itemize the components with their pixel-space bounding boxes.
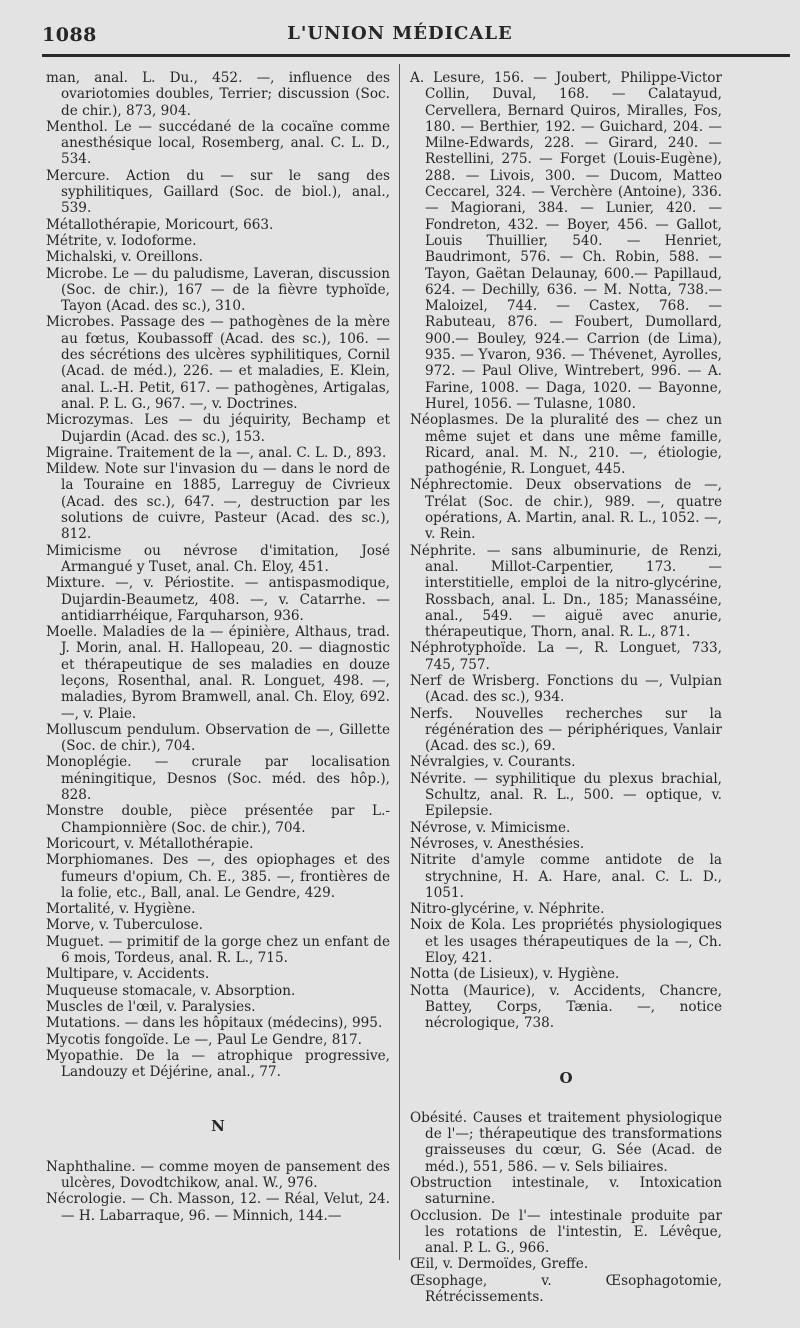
- index-entry: Néphrite. — sans albuminurie, de Renzi, anal. Millot-Carpentier, 173. — interstitielle, emploi de la nitro-glycérine, Rossbach, anal. L. Dn., 185; Manasséine, anal., 549. — aiguë avec anurie, thérapeutique, Thorn, anal. R. L., 871.: [410, 542, 722, 641]
- journal-title: L'UNION MÉDICALE: [287, 22, 513, 44]
- index-entry: Moricourt, v. Métallothérapie.: [46, 835, 254, 852]
- index-entry: Moelle. Maladies de la — épinière, Althaus, trad. J. Morin, anal. H. Hallopeau, 20. — diagnostic et thérapeutique de ses maladies en douze leçons, Rosenthal, anal. R. Longuet, 498. —, maladies, Byrom Bramwell, anal. Ch. Eloy, 692. —, v. Plaie.: [46, 624, 390, 722]
- index-entry: Mildew. Note sur l'invasion du — dans le nord de la Touraine en 1885, Larreguy de Civrieux (Acad. des sc.), 647. —, destruction par les solutions de cuivre, Pasteur (Acad. des sc.), 812.: [46, 461, 390, 543]
- index-entry: Michalski, v. Oreillons.: [46, 249, 203, 266]
- index-entry: Microzymas. Les — du jéquirity, Bechamp et Dujardin (Acad. des sc.), 153.: [46, 412, 390, 445]
- index-entry: Nécrologie. — Ch. Masson, 12. — Réal, Velut, 24. — H. Labarraque, 96. — Minnich, 144.—: [46, 1191, 390, 1224]
- index-entry: A. Lesure, 156. — Joubert, Philippe-Victor Collin, Duval, 168. — Calatayud, Cervellera, Bernard Quiros, Miralles, Fos, 180. — Berthier, 192. — Guichard, 204. — Milne-Edwards, 228. — Girard, 240. — Restellini, 275. — Forget (Louis-Eugène), 288. — Livois, 300. — Ducom, Matteo Ceccarel, 324. — Verchère (Antoine), 336. — Magiorani, 384. — Lunier, 420. — Fondreton, 432. — Boyer, 456. — Gallot, Louis Thuillier, 540. — Henriet, Baudrimont, 576. — Ch. Robin, 588. — Tayon, Gaëtan Delaunay, 600.— Papillaud, 624. — Dechilly, 636. — M. Notta, 738.— Maloizel, 744. — Castex, 768. — Rabuteau, 876. — Foubert, Dumollard, 900.— Bouley, 924.— Carrion (de Lima), 935. — Yvaron, 936. — Thévenet, Ayrolles, 972. — Paul Olive, Wintrebert, 996. — A. Farine, 1008. — Daga, 1020. — Bayonne, Hurel, 1056. — Tulasne, 1080.: [410, 70, 722, 412]
- index-entry: Monstre double, pièce présentée par L.-Championnière (Soc. de chir.), 704.: [46, 803, 390, 836]
- index-entry: Nitro-glycérine, v. Néphrite.: [410, 901, 605, 918]
- right-column: [410, 70, 722, 1305]
- index-entry: Métallothérapie, Moricourt, 663.: [46, 216, 274, 233]
- index-entry: Multipare, v. Accidents.: [46, 966, 210, 983]
- index-entry: Néoplasmes. De la pluralité des — chez un même sujet et dans une même famille, Ricard, anal. M. N., 210. —, étiologie, pathogénie, R. Longuet, 445.: [410, 412, 722, 478]
- index-entry: Mycotis fongoïde. Le —, Paul Le Gendre, 817.: [46, 1031, 362, 1048]
- index-entry: Mercure. Action du — sur le sang des syphilitiques, Gaillard (Soc. de biol.), anal., 539.: [46, 167, 390, 217]
- section-heading-o: O: [559, 1068, 573, 1087]
- index-entry: Mimicisme ou névrose d'imitation, José Armangué y Tuset, anal. Ch. Eloy, 451.: [46, 542, 390, 575]
- index-entry: Névroses, v. Anesthésies.: [410, 835, 585, 852]
- index-entry: Morve, v. Tuberculose.: [46, 917, 203, 934]
- index-entry: Obésité. Causes et traitement physiologique de l'—; thérapeutique des transformations graisseuses du cœur, G. Sée (Acad. de méd.), 551, 586. — v. Sels biliaires.: [410, 1109, 722, 1175]
- index-entry: Myopathie. De la — atrophique progressive, Landouzy et Déjérine, anal., 77.: [46, 1047, 390, 1081]
- index-entry: Muqueuse stomacale, v. Absorption.: [46, 982, 296, 999]
- index-entry: Morphiomanes. Des —, des opiophages et des fumeurs d'opium, Ch. E., 385. —, frontières de la folie, etc., Ball, anal. Le Gendre, 429.: [46, 852, 390, 901]
- page-number: 1088: [42, 24, 97, 46]
- index-entry: Muguet. — primitif de la gorge chez un enfant de 6 mois, Tordeus, anal. R. L., 715.: [46, 933, 390, 967]
- index-entry: Œsophage, v. Œsophagotomie, Rétrécissements.: [410, 1272, 722, 1306]
- index-entry: Obstruction intestinale, v. Intoxication saturnine.: [410, 1175, 722, 1208]
- left-column: [46, 70, 390, 1224]
- index-entry: Muscles de l'œil, v. Paralysies.: [46, 998, 256, 1015]
- index-entry: Névrose, v. Mimicisme.: [410, 819, 571, 836]
- index-entry: Migraine. Traitement de la —, anal. C. L. D., 893.: [46, 444, 387, 461]
- index-entry: Monoplégie. — crurale par localisation méningitique, Desnos (Soc. méd. des hôp.), 828.: [46, 754, 390, 804]
- index-entry: Molluscum pendulum. Observation de —, Gillette (Soc. de chir.), 704.: [46, 721, 390, 755]
- index-entry: Microbes. Passage des — pathogènes de la mère au fœtus, Koubassoff (Acad. des sc.), 106. — des sécrétions des ulcères syphilitiques, Cornil (Acad. de méd.), 226. — et maladies, E. Klein, anal. L.-H. Petit, 617. — pathogènes, Artigalas, anal. P. L. G., 967. —, v. Doctrines.: [46, 314, 390, 412]
- index-entry: Microbe. Le — du paludisme, Laveran, discussion (Soc. de chir.), 167 — de la fièvre typhoïde, Tayon (Acad. des sc.), 310.: [46, 265, 390, 315]
- entries-m: [46, 70, 390, 1080]
- index-entry: Métrite, v. Iodoforme.: [46, 232, 197, 249]
- section-heading-n: N: [211, 1117, 225, 1136]
- index-entry: Œil, v. Dermoïdes, Greffe.: [410, 1256, 589, 1273]
- index-entry: Nerfs. Nouvelles recherches sur la régénération des — périphériques, Vanlair (Acad. des sc.), 69.: [410, 705, 722, 755]
- page-header: [42, 18, 758, 48]
- entries-o: [410, 1110, 722, 1306]
- index-entry: Néphrotyphoïde. La —, R. Longuet, 733, 745, 757.: [410, 640, 722, 673]
- index-entry: Mortalité, v. Hygiène.: [46, 901, 196, 918]
- index-entry: Menthol. Le — succédané de la cocaïne comme anesthésique local, Rosemberg, anal. C. L. D., 534.: [46, 118, 390, 168]
- index-entry: Nitrite d'amyle comme antidote de la strychnine, H. A. Hare, anal. C. L. D., 1051.: [410, 852, 722, 901]
- column-divider: [399, 64, 400, 1260]
- header-rule: [42, 54, 790, 57]
- index-entry: Névralgies, v. Courants.: [410, 754, 576, 771]
- index-entry: Occlusion. De l'— intestinale produite par les rotations de l'intestin, E. Lévêque, anal. P. L. G., 966.: [410, 1207, 722, 1257]
- index-entry: Naphthaline. — comme moyen de pansement des ulcères, Dovodtchikow, anal. W., 976.: [46, 1158, 390, 1191]
- entries-n-start: [46, 1159, 390, 1224]
- index-entry: man, anal. L. Du., 452. —, influence des ovariotomies doubles, Terrier; discussion (Soc. de chir.), 873, 904.: [46, 70, 390, 119]
- index-entry: Notta (de Lisieux), v. Hygiène.: [410, 966, 620, 983]
- index-entry: Noix de Kola. Les propriétés physiologiques et les usages thérapeutiques de la —, Ch. Eloy, 421.: [410, 917, 722, 967]
- entries-n-continued: [410, 70, 722, 1032]
- index-entry: Mutations. — dans les hôpitaux (médecins), 995.: [46, 1015, 383, 1032]
- index-entry: Névrite. — syphilitique du plexus brachial, Schultz, anal. R. L., 500. — optique, v. Epilepsie.: [410, 770, 722, 820]
- index-entry: Notta (Maurice), v. Accidents, Chancre, Battey, Corps, Tænia. —, notice nécrologique, 738.: [410, 982, 722, 1032]
- index-entry: Néphrectomie. Deux observations de —, Trélat (Soc. de chir.), 989. —, quatre opérations, A. Martin, anal. R. L., 1052. —, v. Rein.: [410, 477, 722, 543]
- index-entry: Nerf de Wrisberg. Fonctions du —, Vulpian (Acad. des sc.), 934.: [410, 672, 722, 706]
- index-entry: Mixture. —, v. Périostite. — antispasmodique, Dujardin-Beaumetz, 408. —, v. Catarrhe. — antidiarrhéique, Farquharson, 936.: [46, 575, 390, 624]
